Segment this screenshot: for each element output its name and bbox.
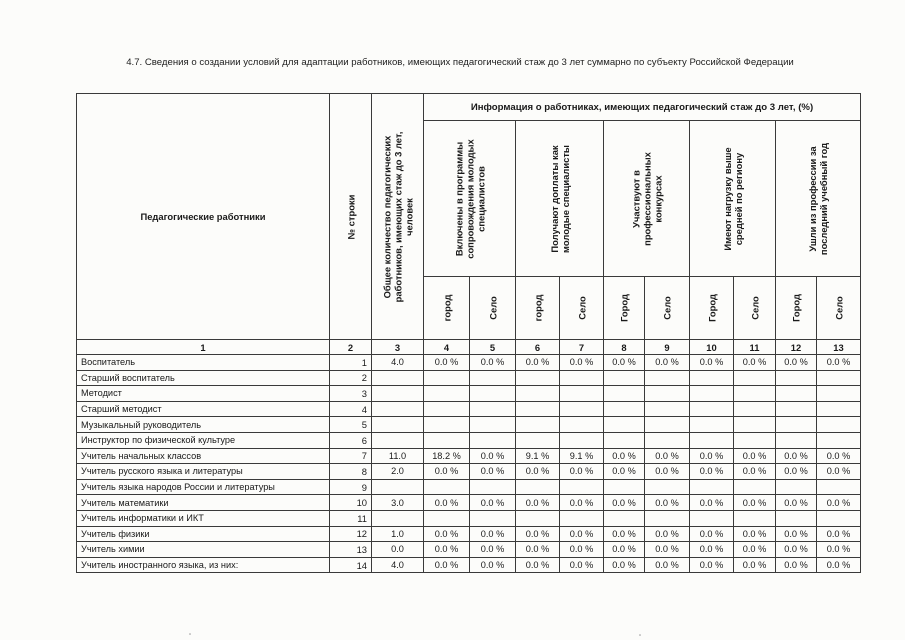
row-value: 0.0 % [645, 526, 690, 542]
row-value: 0.0 % [604, 542, 645, 558]
row-value: 0.0 % [604, 495, 645, 511]
header-sub-9 [776, 277, 817, 340]
table-row [77, 448, 861, 464]
row-value [470, 370, 516, 386]
row-value: 0.0 % [470, 495, 516, 511]
table-row [77, 479, 861, 495]
row-value [604, 370, 645, 386]
row-value [734, 386, 776, 402]
row-value [424, 417, 470, 433]
header-sub-text: город [441, 294, 452, 322]
row-value [516, 479, 560, 495]
row-value: 0.0 % [424, 542, 470, 558]
row-value [776, 510, 817, 526]
row-value: 0.0 % [560, 355, 604, 371]
row-value: 0.0 % [734, 526, 776, 542]
row-value: 0.0 % [776, 355, 817, 371]
row-value [560, 386, 604, 402]
row-number: 1 [330, 355, 372, 371]
row-total: 4.0 [372, 355, 424, 371]
header-group-3 [604, 121, 690, 277]
row-value [817, 401, 861, 417]
header-total [372, 94, 424, 340]
adaptation-table [76, 93, 861, 573]
row-value: 0.0 % [817, 542, 861, 558]
row-number: 11 [330, 510, 372, 526]
row-label: Учитель физики [77, 526, 330, 542]
header-rownum-text: № строки [345, 194, 356, 239]
row-value [424, 370, 470, 386]
row-value [645, 510, 690, 526]
row-value: 0.0 % [604, 448, 645, 464]
row-number: 3 [330, 386, 372, 402]
column-number: 4 [424, 340, 470, 355]
row-value: 0.0 % [470, 464, 516, 480]
row-value [776, 417, 817, 433]
row-value: 0.0 % [424, 526, 470, 542]
table-row [77, 432, 861, 448]
header-sub-text: Село [833, 296, 844, 320]
row-total [372, 386, 424, 402]
row-value [690, 417, 734, 433]
row-value: 0.0 % [690, 464, 734, 480]
header-group-text: Участвуют в профессиональных конкурсах [630, 151, 663, 246]
row-value: 0.0 % [470, 542, 516, 558]
row-number: 4 [330, 401, 372, 417]
row-value [734, 432, 776, 448]
header-group-text: Включены в программы сопровождения молодых специалистов [453, 138, 486, 259]
row-value [645, 479, 690, 495]
column-number: 1 [77, 340, 330, 355]
row-value [690, 479, 734, 495]
row-number: 7 [330, 448, 372, 464]
row-label: Старший воспитатель [77, 370, 330, 386]
row-value: 0.0 % [560, 526, 604, 542]
row-value [424, 386, 470, 402]
column-number: 5 [470, 340, 516, 355]
row-value: 0.0 % [560, 542, 604, 558]
row-value: 0.0 % [424, 355, 470, 371]
column-number: 10 [690, 340, 734, 355]
row-value: 0.0 % [734, 557, 776, 573]
row-value: 0.0 % [817, 526, 861, 542]
row-value: 0.0 % [690, 448, 734, 464]
row-value [734, 401, 776, 417]
row-value: 0.0 % [424, 557, 470, 573]
row-value [470, 432, 516, 448]
row-value: 0.0 % [690, 355, 734, 371]
row-number: 6 [330, 432, 372, 448]
column-number: 11 [734, 340, 776, 355]
row-value [470, 386, 516, 402]
header-group-text: Имеют нагрузку выше средней по региону [721, 146, 744, 251]
row-value [560, 370, 604, 386]
column-number: 2 [330, 340, 372, 355]
header-group-text: Ушли из профессии за последний учебный год [807, 142, 829, 255]
row-total: 11.0 [372, 448, 424, 464]
row-value [817, 370, 861, 386]
header-sub-text: Город [618, 294, 630, 322]
row-value: 0.0 % [734, 542, 776, 558]
header-sub-5 [604, 277, 645, 340]
header-rownum [330, 94, 372, 340]
row-value [516, 417, 560, 433]
row-value: 0.0 % [604, 464, 645, 480]
row-label: Учитель языка народов России и литературы [77, 479, 330, 495]
row-value: 0.0 % [690, 495, 734, 511]
column-number: 3 [372, 340, 424, 355]
row-value [470, 510, 516, 526]
row-value: 0.0 % [604, 526, 645, 542]
row-value [645, 386, 690, 402]
row-number: 13 [330, 542, 372, 558]
row-value: 0.0 % [470, 448, 516, 464]
header-sub-text: Город [790, 294, 802, 322]
row-total: 3.0 [372, 495, 424, 511]
row-value [604, 432, 645, 448]
row-value [604, 401, 645, 417]
row-value [776, 432, 817, 448]
row-value [604, 510, 645, 526]
row-label: Музыкальный руководитель [77, 417, 330, 433]
header-sub-1 [424, 277, 470, 340]
table-row [77, 355, 861, 371]
header-sub-text: Село [576, 296, 587, 320]
row-value: 0.0 % [516, 557, 560, 573]
row-total [372, 432, 424, 448]
row-value: 0.0 % [690, 542, 734, 558]
row-value [604, 479, 645, 495]
header-numbers-row [77, 340, 861, 355]
row-value: 0.0 % [690, 557, 734, 573]
table-row [77, 386, 861, 402]
table-row [77, 417, 861, 433]
row-label: Учитель химии [77, 542, 330, 558]
row-value: 0.0 % [560, 495, 604, 511]
row-value: 0.0 % [516, 464, 560, 480]
row-number: 5 [330, 417, 372, 433]
row-value [817, 479, 861, 495]
row-value: 0.0 % [776, 526, 817, 542]
row-value: 0.0 % [776, 448, 817, 464]
row-label: Воспитатель [77, 355, 330, 371]
column-number: 8 [604, 340, 645, 355]
header-group-4 [690, 121, 776, 277]
row-value [645, 370, 690, 386]
row-value: 18.2 % [424, 448, 470, 464]
row-value: 0.0 % [817, 495, 861, 511]
row-value [645, 401, 690, 417]
row-value: 0.0 % [560, 557, 604, 573]
row-value [734, 417, 776, 433]
row-value [560, 510, 604, 526]
header-group-text: Получают доплаты как молодые специалисты [548, 144, 571, 253]
row-value: 0.0 % [776, 464, 817, 480]
column-number: 9 [645, 340, 690, 355]
document-title: 4.7. Сведения о создании условий для адаптации работников, имеющих педагогический стаж до 3 лет суммарно по субъекту Российской Федерации [126, 57, 794, 68]
row-value: 0.0 % [604, 557, 645, 573]
row-label: Инструктор по физической культуре [77, 432, 330, 448]
header-workers: Педагогические работники [77, 94, 330, 340]
row-value: 9.1 % [516, 448, 560, 464]
header-group-1 [424, 121, 516, 277]
row-value [516, 370, 560, 386]
row-value: 0.0 % [776, 557, 817, 573]
row-total [372, 370, 424, 386]
row-value [734, 479, 776, 495]
row-value [734, 510, 776, 526]
row-value [690, 510, 734, 526]
row-value [817, 432, 861, 448]
row-value [817, 510, 861, 526]
row-number: 14 [330, 557, 372, 573]
row-value [776, 401, 817, 417]
row-value: 0.0 % [470, 355, 516, 371]
header-sub-text: Село [661, 296, 673, 320]
row-value [516, 432, 560, 448]
row-value [560, 417, 604, 433]
row-value [604, 417, 645, 433]
row-label: Учитель информатики и ИКТ [77, 510, 330, 526]
header-sub-2 [470, 277, 516, 340]
row-value [516, 386, 560, 402]
row-value [817, 386, 861, 402]
row-value [424, 432, 470, 448]
row-total: 1.0 [372, 526, 424, 542]
row-value [776, 370, 817, 386]
row-label: Учитель математики [77, 495, 330, 511]
row-value: 0.0 % [776, 495, 817, 511]
header-sub-4 [560, 277, 604, 340]
row-number: 2 [330, 370, 372, 386]
row-total [372, 510, 424, 526]
row-value: 0.0 % [817, 557, 861, 573]
row-label: Учитель русского языка и литературы [77, 464, 330, 480]
header-sub-3 [516, 277, 560, 340]
row-value: 0.0 % [645, 495, 690, 511]
row-value: 0.0 % [645, 448, 690, 464]
row-number: 10 [330, 495, 372, 511]
table-row [77, 495, 861, 511]
row-value: 0.0 % [776, 542, 817, 558]
header-group-2 [516, 121, 604, 277]
row-value [604, 386, 645, 402]
header-group-5 [776, 121, 861, 277]
header-sub-8 [734, 277, 776, 340]
header-sub-10 [817, 277, 861, 340]
row-value [776, 479, 817, 495]
header-sub-text: Город [706, 294, 717, 322]
header-sub-text: Село [487, 296, 498, 320]
row-label: Старший методист [77, 401, 330, 417]
row-total: 2.0 [372, 464, 424, 480]
row-value: 0.0 % [817, 355, 861, 371]
row-label: Учитель начальных классов [77, 448, 330, 464]
row-total [372, 479, 424, 495]
row-value [734, 370, 776, 386]
row-value: 0.0 % [817, 464, 861, 480]
row-value: 0.0 % [734, 355, 776, 371]
row-value: 0.0 % [516, 355, 560, 371]
row-value [645, 432, 690, 448]
row-value [776, 386, 817, 402]
row-number: 12 [330, 526, 372, 542]
scan-specks [0, 628, 905, 640]
row-value: 0.0 % [734, 448, 776, 464]
table-body [77, 94, 861, 573]
row-number: 9 [330, 479, 372, 495]
row-value: 0.0 % [734, 495, 776, 511]
row-value [690, 370, 734, 386]
row-value: 0.0 % [817, 448, 861, 464]
row-value: 0.0 % [604, 355, 645, 371]
row-value [424, 479, 470, 495]
header-sub-text: город [532, 294, 543, 322]
row-number: 8 [330, 464, 372, 480]
row-value [690, 386, 734, 402]
table-row [77, 510, 861, 526]
header-info: Информация о работниках, имеющих педагогический стаж до 3 лет, (%) [424, 94, 861, 121]
row-value: 0.0 % [690, 526, 734, 542]
row-value [470, 417, 516, 433]
row-value: 0.0 % [470, 557, 516, 573]
row-value [470, 401, 516, 417]
column-number: 12 [776, 340, 817, 355]
row-total [372, 417, 424, 433]
row-value [560, 401, 604, 417]
row-value [516, 401, 560, 417]
row-value [817, 417, 861, 433]
row-total [372, 401, 424, 417]
row-value: 0.0 % [734, 464, 776, 480]
row-total: 0.0 [372, 542, 424, 558]
row-value: 0.0 % [560, 464, 604, 480]
row-value [424, 401, 470, 417]
table-row [77, 526, 861, 542]
row-value [645, 417, 690, 433]
row-value [516, 510, 560, 526]
row-value: 0.0 % [516, 526, 560, 542]
table-row [77, 557, 861, 573]
row-value: 0.0 % [645, 355, 690, 371]
table-row [77, 401, 861, 417]
row-value [560, 432, 604, 448]
row-value [690, 432, 734, 448]
row-value: 0.0 % [516, 542, 560, 558]
column-number: 6 [516, 340, 560, 355]
column-number: 13 [817, 340, 861, 355]
row-label: Методист [77, 386, 330, 402]
row-value [690, 401, 734, 417]
row-label: Учитель иностранного языка, из них: [77, 557, 330, 573]
table-row [77, 542, 861, 558]
header-sub-7 [690, 277, 734, 340]
row-value: 0.0 % [516, 495, 560, 511]
row-value: 0.0 % [645, 542, 690, 558]
row-value: 0.0 % [424, 495, 470, 511]
row-value: 0.0 % [645, 464, 690, 480]
row-value [424, 510, 470, 526]
column-number: 7 [560, 340, 604, 355]
table-row [77, 464, 861, 480]
header-total-text: Общее количество педагогических работников, имеющих стаж до 3 лет, человек [381, 131, 414, 302]
row-value: 0.0 % [645, 557, 690, 573]
row-value [470, 479, 516, 495]
row-value [560, 479, 604, 495]
table-row [77, 370, 861, 386]
row-total: 4.0 [372, 557, 424, 573]
header-sub-text: Село [749, 296, 760, 320]
row-value: 9.1 % [560, 448, 604, 464]
row-value: 0.0 % [470, 526, 516, 542]
row-value: 0.0 % [424, 464, 470, 480]
header-sub-6 [645, 277, 690, 340]
